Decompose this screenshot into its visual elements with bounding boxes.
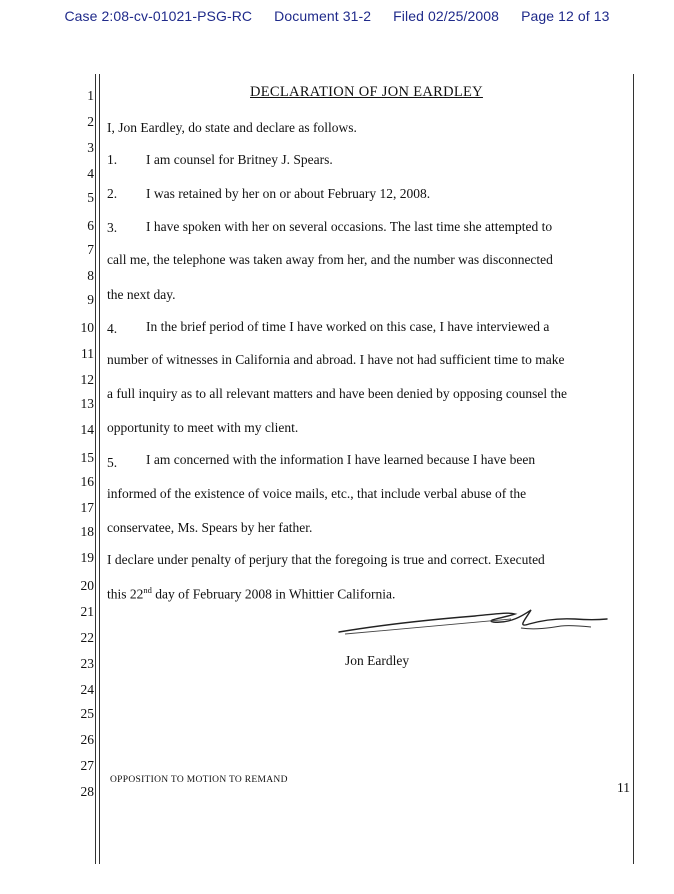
line-number: 3 <box>87 140 94 155</box>
signatory-name: Jon Eardley <box>345 653 410 668</box>
line-number: 12 <box>80 372 94 387</box>
paragraph-4-number: 4. <box>107 321 118 336</box>
paragraph-2: I was retained by her on or about February 12, 2008. <box>146 186 431 201</box>
paragraph-1: I am counsel for Britney J. Spears. <box>146 152 333 167</box>
line-number: 5 <box>87 190 94 205</box>
declaration-title: DECLARATION OF JON EARDLEY <box>250 84 483 100</box>
paragraph-3-number: 3. <box>107 220 118 235</box>
ecf-header <box>0 8 674 24</box>
case-number: Case 2:08-cv-01021-PSG-RC <box>64 8 253 24</box>
paragraph-4-line-1: In the brief period of time I have worked on this case, I have interviewed a <box>146 319 550 334</box>
line-number: 7 <box>87 242 94 257</box>
line-number: 23 <box>80 656 94 671</box>
signature-stroke-main <box>339 610 607 632</box>
paragraph-1-number: 1. <box>107 152 118 167</box>
signature-stroke-tail <box>521 626 591 629</box>
filed-date: Filed 02/25/2008 <box>393 8 500 24</box>
document-number: Document 31-2 <box>274 8 372 24</box>
left-margin-rule-inner <box>99 74 100 864</box>
line-number: 21 <box>80 604 94 619</box>
paragraph-3-line-3: the next day. <box>107 287 176 302</box>
declaration-line-2 <box>107 585 395 603</box>
line-number: 24 <box>80 682 94 697</box>
page-indicator: Page 12 of 13 <box>521 8 610 24</box>
paragraph-2-number: 2. <box>107 186 118 201</box>
line-number: 26 <box>80 732 94 747</box>
line-number: 6 <box>87 218 94 233</box>
line-number: 14 <box>80 422 94 437</box>
line-number: 27 <box>80 758 94 773</box>
line-number: 4 <box>87 166 94 181</box>
paragraph-4-line-4: opportunity to meet with my client. <box>107 420 299 435</box>
ordinal-suffix: nd <box>143 585 152 595</box>
line-number: 18 <box>80 524 94 539</box>
paragraph-5-number: 5. <box>107 455 118 470</box>
line-number: 2 <box>87 114 94 129</box>
signature-stroke-under <box>345 619 511 634</box>
line-number: 1 <box>87 88 94 103</box>
line-number: 8 <box>87 268 94 283</box>
line-number: 17 <box>80 500 94 515</box>
footer-page-number: 11 <box>617 780 630 795</box>
paragraph-3-line-2: call me, the telephone was taken away from her, and the number was disconnected <box>107 252 553 267</box>
line-number: 16 <box>80 474 94 489</box>
line-number: 9 <box>87 292 94 307</box>
intro-line: I, Jon Eardley, do state and declare as follows. <box>107 120 357 135</box>
handwritten-signature <box>335 606 615 642</box>
paragraph-4-line-3: a full inquiry as to all relevant matters and have been denied by opposing counsel the <box>107 386 567 401</box>
line-number: 25 <box>80 706 94 721</box>
line-number: 19 <box>80 550 94 565</box>
line-number: 22 <box>80 630 94 645</box>
line-number: 20 <box>80 578 94 593</box>
line-number: 13 <box>80 396 94 411</box>
line-number: 10 <box>80 320 94 335</box>
declaration-line-1: I declare under penalty of perjury that the foregoing is true and correct. Executed <box>107 552 545 567</box>
right-margin-rule <box>633 74 634 864</box>
left-margin-rule-outer <box>95 74 96 864</box>
footer-document-title: OPPOSITION TO MOTION TO REMAND <box>110 775 288 785</box>
paragraph-3-line-1: I have spoken with her on several occasions. The last time she attempted to <box>146 219 553 234</box>
line-number: 11 <box>81 346 94 361</box>
paragraph-5-line-2: informed of the existence of voice mails, etc., that include verbal abuse of the <box>107 486 527 501</box>
line-number: 15 <box>80 450 94 465</box>
line-number: 28 <box>80 784 94 799</box>
paragraph-5-line-3: conservatee, Ms. Spears by her father. <box>107 520 313 535</box>
paragraph-5-line-1: I am concerned with the information I have learned because I have been <box>146 452 536 467</box>
declaration-date-rest: day of February 2008 in Whittier California. <box>151 586 396 602</box>
paragraph-4-line-2: number of witnesses in California and abroad. I have not had sufficient time to make <box>107 352 565 367</box>
declaration-date-prefix: this 22 <box>107 586 144 602</box>
